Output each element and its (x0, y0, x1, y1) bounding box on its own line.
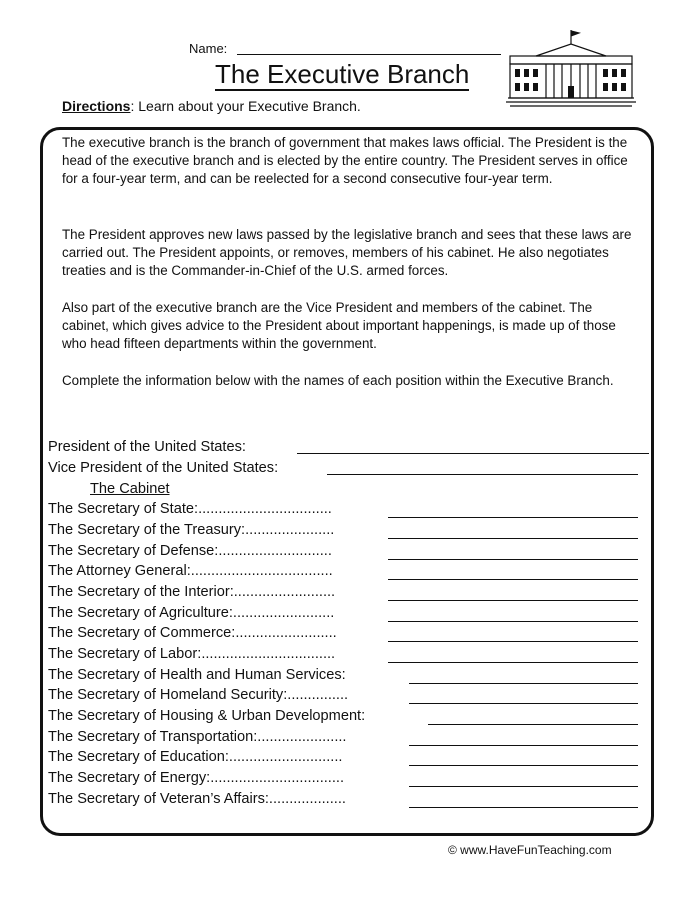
page-title: The Executive Branch (215, 59, 470, 89)
vice-president-answer-line[interactable] (327, 474, 638, 475)
president-label: President of the United States: (48, 439, 246, 455)
cabinet-label: The Secretary of Defense:............................ (48, 543, 332, 559)
cabinet-label: The Secretary of Commerce:......................... (48, 625, 337, 641)
cabinet-answer-line[interactable] (388, 641, 638, 642)
white-house-icon (506, 28, 636, 110)
copyright-footer: © www.HaveFunTeaching.com (448, 843, 612, 857)
cabinet-answer-line[interactable] (388, 538, 638, 539)
paragraph-1: The executive branch is the branch of government that makes laws official. The President is the head of the executive branch and is elected by the entire country. The President serves in office for a four-year term, and can be reelected for a second consecutive four-year term. (62, 135, 628, 186)
president-answer-line[interactable] (297, 453, 649, 454)
cabinet-label: The Secretary of Veteran’s Affairs:................... (48, 791, 346, 807)
cabinet-answer-line[interactable] (388, 579, 638, 580)
cabinet-label: The Secretary of Energy:................................. (48, 770, 345, 786)
name-label: Name: (189, 41, 228, 56)
cabinet-answer-line[interactable] (409, 703, 638, 704)
cabinet-label: The Secretary of Homeland Security:............... (48, 687, 349, 703)
cabinet-label: The Attorney General:................................... (48, 563, 333, 579)
cabinet-answer-line[interactable] (428, 724, 638, 725)
paragraph-4: Complete the information below with the names of each position within the Executive Branch. (62, 373, 614, 388)
cabinet-label: The Secretary of Housing & Urban Development: (48, 708, 366, 724)
cabinet-label: The Secretary of Agriculture:......................... (48, 605, 335, 621)
cabinet-label: The Secretary of Transportation:...................... (48, 729, 347, 745)
name-field[interactable] (237, 54, 501, 55)
cabinet-label: The Secretary of the Interior:......................... (48, 584, 336, 600)
cabinet-answer-line[interactable] (388, 621, 638, 622)
cabinet-label: The Secretary of Education:............................ (48, 749, 343, 765)
cabinet-answer-line[interactable] (388, 559, 638, 560)
cabinet-answer-line[interactable] (409, 765, 638, 766)
vice-president-label: Vice President of the United States: (48, 460, 279, 476)
directions-text: : Learn about your Executive Branch. (130, 98, 361, 114)
directions-label: Directions (62, 98, 131, 114)
cabinet-answer-line[interactable] (409, 786, 638, 787)
cabinet-heading: The Cabinet (90, 481, 170, 497)
cabinet-answer-line[interactable] (409, 683, 638, 684)
cabinet-label: The Secretary of the Treasury:...................... (48, 522, 335, 538)
cabinet-answer-line[interactable] (388, 517, 638, 518)
cabinet-answer-line[interactable] (409, 745, 638, 746)
cabinet-label: The Secretary of Health and Human Services: (48, 667, 346, 683)
directions (62, 98, 361, 114)
paragraph-3: Also part of the executive branch are the Vice President and members of the cabinet. The cabinet, which gives advice to the President about important happenings, is made up of those who head fifteen departments within the government. (62, 300, 616, 351)
cabinet-answer-line[interactable] (388, 600, 638, 601)
paragraph-2: The President approves new laws passed by the legislative branch and sees that these laws are carried out. The President appoints, or removes, members of his cabinet. He also negotiates treaties and is the Commander-in-Chief of the U.S. armed forces. (62, 227, 632, 278)
cabinet-answer-line[interactable] (409, 807, 638, 808)
cabinet-label: The Secretary of State:................................. (48, 501, 332, 517)
cabinet-answer-line[interactable] (388, 662, 638, 663)
cabinet-label: The Secretary of Labor:................................. (48, 646, 336, 662)
